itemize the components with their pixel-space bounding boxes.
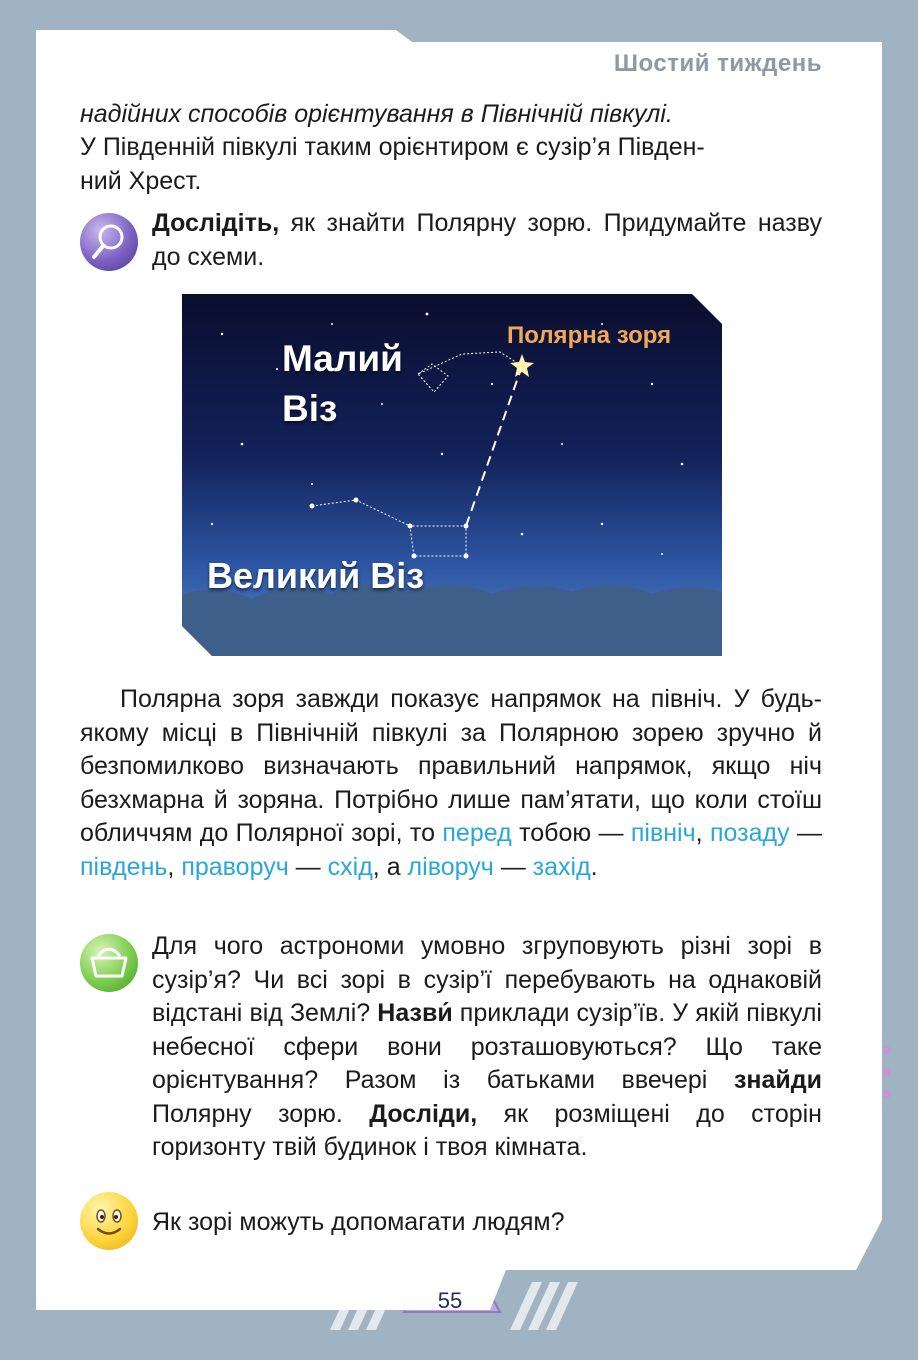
paragraph-2 <box>80 683 822 884</box>
paragraph-2-end: . <box>590 852 598 881</box>
keyword-west: захід <box>532 852 591 881</box>
keyword-south: південь <box>80 852 168 881</box>
basket-icon <box>80 934 138 992</box>
keyword-front: перед <box>442 819 512 847</box>
paragraph-2-sep-7: — <box>493 852 533 881</box>
task-3: Як зорі можуть допомагати людям? <box>152 1208 565 1236</box>
task-2-bold-2: знайди <box>733 1066 822 1094</box>
task-2-bold-1: Назви́ <box>377 999 453 1027</box>
task-2-text-1: Для чого астрономи умовно згруповують різні зорі в сузір’я? Чи всі зорі в сузір’ї перебувають на однаковій відстані від Землі? <box>152 932 822 1027</box>
task-2-text-4: як розміщені до сторін горизонту твій будинок і твоя кімната. <box>152 1099 822 1161</box>
keyword-north: північ <box>630 819 696 847</box>
keyword-behind: позаду <box>709 819 790 847</box>
paragraph-2-sep-6: , а <box>372 852 408 881</box>
big-dipper-lines <box>312 500 466 556</box>
keyword-left: ліворуч <box>407 852 494 881</box>
smiley-icon <box>80 1192 138 1250</box>
task-1 <box>152 207 822 274</box>
keyword-right: праворуч <box>181 852 289 881</box>
side-dots <box>883 1046 891 1098</box>
paragraph-1-line-2: У Південній півкулі таким орієнтиром є сузір’я Півден- <box>80 133 705 161</box>
task-1-text: як знайти Полярну зорю. Придумайте назву до схеми. <box>152 209 822 271</box>
paragraph-2-sep-4: , <box>167 852 182 881</box>
task-1-bold: Дослідіть, <box>152 209 280 237</box>
task-2 <box>152 930 822 1165</box>
pointer-line <box>466 366 522 526</box>
polaris-star-icon <box>510 354 534 377</box>
keyword-east: схід <box>327 852 373 881</box>
polaris-label: Полярна зоря <box>507 322 672 349</box>
task-2-text-3: Полярну зорю. <box>152 1099 370 1128</box>
paragraph-2-sep-5: — <box>288 852 328 881</box>
paragraph-1-line-3: ний Хрест. <box>80 167 202 195</box>
paragraph-2-sep-2: , <box>695 819 710 847</box>
paragraph-2-text: Полярна зоря завжди показує напрямок на північ. У будь-якому місці в Північній півкулі за Полярною зорею зручно й безпомилково визначають правильний напрямок, якщо ніч безхмарна й зоряна. Потрібно лише пам’ятати, що коли стоїш обличчям до Полярної зорі, то <box>80 685 822 847</box>
task-2-bold-3: Досліди, <box>369 1099 478 1128</box>
big-dipper-stars <box>310 498 469 559</box>
magnifier-icon <box>80 213 138 271</box>
header-title: Шостий тиждень <box>613 50 822 77</box>
paragraph-2-sep-1: тобою — <box>511 819 631 847</box>
big-dipper-label: Великий Віз <box>207 555 425 596</box>
task-2-text-2: приклади сузір’їв. У якій півкулі небесної сфери вони розташовуються? Що таке орієнтування? Разом із батьками ввечері <box>152 999 822 1094</box>
page-number: 55 <box>437 1288 463 1313</box>
paragraph-2-sep-3: — <box>789 819 822 847</box>
paragraph-1-line-1: надійних способів орієнтування в Північній півкулі. <box>80 100 673 128</box>
little-dipper-label: Малий Віз <box>282 338 403 429</box>
little-dipper-lines <box>418 352 522 392</box>
